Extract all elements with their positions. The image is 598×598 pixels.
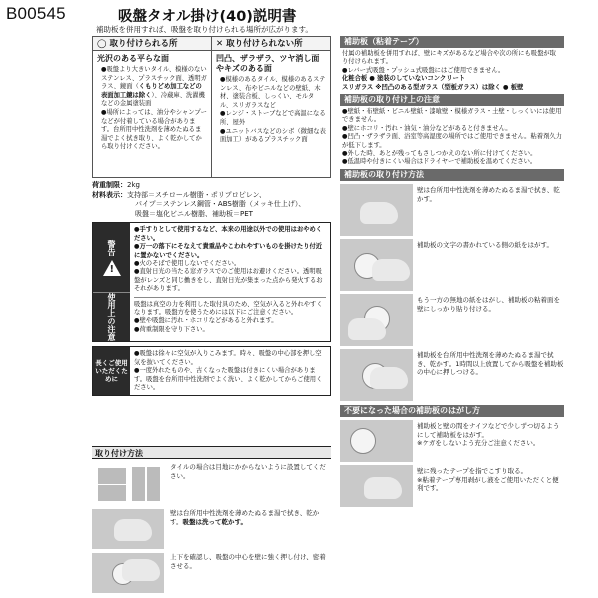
aux-ng-line: ●低温時や付きにくい場合はドライヤーで補助板を温めてください。 (342, 158, 537, 166)
warning-side (93, 223, 130, 341)
warning-lines (134, 226, 326, 297)
aux-step-text: 壁は台所用中性洗剤を薄めたぬるま湯で拭き、乾かす。 (417, 185, 560, 203)
ok-heading-text: 取り付けられる所 (109, 39, 178, 49)
aux-step-3 (340, 294, 564, 346)
aux-rub-image (340, 465, 413, 507)
ok-body-bold: くもりどめ加工などの表面加工鏡は除く (101, 83, 202, 99)
warning-label-cell (93, 223, 130, 293)
ng-sub: 凹凸、ザラザラ、ツヤ消し面やキズのある面 (216, 54, 320, 73)
load-value: 2kg (127, 181, 140, 189)
howto-step-text-bold: 吸盤は洗って乾かす。 (182, 518, 247, 526)
warning-triangle-icon (103, 260, 121, 276)
material-label: 材料表示： (92, 190, 127, 199)
ng-body-line: ●模様のあるタイル、模様のあるステンレス、布やビニルなどの壁紙、木材、塗装合板、しっくい、モルタル、スリガラスなど (220, 76, 326, 109)
longuse-line: ●吸盤は徐々に空気が入りこみます。時々、吸盤の中心部を押し空気を抜いてください。 (134, 350, 322, 366)
aux-step-text: もう一方の無地の紙をはがし、補助板の粘着面を壁にしっかり貼り付ける。 (417, 295, 560, 313)
material-line: 支持部＝スチロール樹脂・ポリプロピレン、 (127, 190, 266, 199)
material-line: 吸盤＝塩化ビニル樹脂、補助板＝PET (135, 209, 253, 218)
howto-step-1 (92, 463, 331, 505)
ok-body-line: ●場所によっては、油分やシャンプーなどが付着している場合があります。台所用中性洗剤を薄めたぬるま湯でよく拭き取り、よく乾かしてから取り付けください。 (101, 108, 207, 151)
aux-remove-note: ※ケガをしないよう充分ご注意ください。 (417, 439, 540, 448)
aux-intro-block (340, 48, 564, 94)
howto-step-3 (92, 553, 331, 593)
tile-ok-image (98, 467, 126, 501)
page-subtitle: 補助板を併用すれば、吸盤を取り付けられる場所が広がります。 (96, 25, 313, 34)
aux-remove-text (413, 420, 564, 462)
ng-body-line: ●レンジ・ストーブなどで高温になる所、屋外 (220, 110, 326, 126)
left-column (92, 36, 331, 396)
longuse-box (92, 346, 331, 396)
aux-ng-title: 補助板の取り付け上の注意 (340, 94, 564, 106)
ok-column (93, 37, 211, 177)
load-label: 荷重制限： (92, 181, 127, 189)
howto-section (92, 446, 331, 593)
ng-body-line: ●ユニットバスなどのシボ（微細な表面加工）があるプラスチック面 (220, 127, 326, 144)
ng-heading (212, 37, 330, 51)
caution-lines (134, 301, 326, 335)
aux-remove-step-1 (340, 420, 564, 462)
specs (92, 181, 331, 219)
aux-remove-line: 補助板と壁の間をナイフなどで少しずつ切るようにして補助板をはがす。 (417, 421, 560, 439)
warning-line: ●火のそばで使用しないでください。 (134, 260, 241, 267)
product-code: B00545 (6, 4, 66, 23)
aux-note: ●レバー式吸盤・プッシュ式吸盤にはご使用できません。 (342, 66, 505, 74)
ng-column (211, 37, 330, 177)
aux-knife-image (340, 420, 413, 462)
warning-line: ●手すりとして使用するなど、本来の用途以外での使用はおやめください。 (134, 226, 323, 242)
ok-ng-table (92, 36, 331, 178)
aux-ng-block (340, 106, 564, 169)
ok-heading (93, 37, 211, 51)
aux-step-4 (340, 349, 564, 401)
warning-line: ●直射日光の当たる窓ガラスでのご使用はお避けください。透明吸盤がレンズと同じ働きをし、直射日光が集まった点から発火するおそれがあります。 (134, 268, 323, 293)
tile-diagram (92, 463, 164, 505)
caution-line: ●荷重制限を守り下さい。 (134, 325, 209, 333)
ok-body-line: ●吸盤より大きいタイル、模様のないステンレス、プラスチック面、透明ガラス、鏡面（ (101, 66, 207, 91)
howto-step-2 (92, 509, 331, 549)
aux-intro: 付属の補助板を併用すれば、壁にキズがあるなど場合や次の所にも吸盤が取り付けられます。 (342, 50, 556, 66)
aux-remove-step-2 (340, 465, 564, 507)
press-image (92, 553, 164, 593)
ok-body (93, 66, 211, 152)
aux-ng-line: ●壁にホコリ・汚れ・油気・油分などがあると付きません。 (342, 124, 512, 132)
aux-ng-line: ●凹凸・ザラザラ面、浴室等高湿度の場所ではご使用できません。粘着剤久力が低下します。 (342, 133, 562, 149)
aux-step-2 (340, 239, 564, 291)
caution-label-cell (93, 293, 130, 341)
aux-ok-items: 化粧合板 ● 塗装のしていないコンクリート (342, 75, 466, 83)
warning-label: 警告 (107, 239, 116, 256)
howto-step-text-main: 壁は台所用中性洗剤を薄めたぬるま湯で拭き、乾かす。 (170, 509, 320, 526)
longuse-label: 長くご使用いただくために (93, 347, 130, 395)
aux-stick-image (340, 294, 413, 346)
caution-line: 吸盤は真空の力を利用した取付具のため、空気が入ると外れやすくなります。吸盤方を使うためには以下にご注意ください。 (134, 300, 323, 317)
aux-step-text: 補助板の文字の書かれている側の紙をはがす。 (417, 240, 553, 249)
aux-ng-line: ●外した時、あとが残ってもさしつかえのない所に付けてください。 (342, 150, 537, 158)
howto-title: 取り付け方法 (92, 446, 331, 459)
howto-step-text (164, 509, 331, 549)
aux-press-image (340, 349, 413, 401)
longuse-body (130, 347, 330, 395)
aux-ng-line: ●壁紙・布壁紙・ビニル壁紙・漆喰壁・模様ガラス・土壁・しっくいには使用できません。 (342, 108, 562, 124)
aux-step-1 (340, 184, 564, 236)
aux-title: 補助板（粘着テープ） (340, 36, 564, 48)
aux-ok-items2: スリガラス ※凹凸のある型ガラス（型板ガラス）は除く ● 板壁 (342, 83, 524, 91)
ng-heading-text: 取り付けられない所 (226, 39, 303, 49)
warning-line: ●万一の落下にそなえて貴重品やこわれやすいものを掛けたり付近に置かないでください。 (134, 243, 323, 259)
aux-remove-line: 壁に残ったテープを指でこすり取る。 (417, 466, 528, 475)
aux-step-text: 補助板を台所用中性洗剤を薄めたぬるま湯で拭き、乾かす。1時間以上放置してから吸盤を補助板の中心に押しつける。 (417, 350, 564, 377)
howto-step-text: タイルの場合は目地にかからないように設置してください。 (170, 463, 326, 480)
warning-body (130, 223, 330, 341)
warning-box (92, 222, 331, 342)
aux-peel-image (340, 239, 413, 291)
cross-icon: ✕ (216, 39, 224, 49)
howto-step-text: 上下を確認し、吸盤の中心を壁に強く押し付け、密着させる。 (170, 553, 326, 570)
aux-remove-text (413, 465, 564, 507)
aux-remove-title: 不要になった場合の補助板のはがし方 (340, 405, 564, 417)
ng-body (212, 76, 330, 145)
circle-icon: ◯ (97, 39, 107, 49)
tile-ng-image (132, 467, 160, 501)
page-title: 吸盤タオル掛け(40)説明書 (118, 9, 297, 25)
aux-wipe-image (340, 184, 413, 236)
ok-body-line: ）、冷蔵庫、洗濯機などの金属塗装面 (101, 91, 205, 108)
material-line: パイプ＝ステンレス鋼管・ABS樹脂（メッキ仕上げ）、 (135, 200, 306, 209)
caution-line: ●壁や吸盤に汚れ・ホコリなどがあると外れます。 (134, 317, 278, 325)
aux-remove-note: ※粘着テープ専用剥がし液をご使用いただくと便利です。 (417, 475, 559, 493)
aux-steps-title: 補助板の取り付け方法 (340, 169, 564, 181)
wipe-image (92, 509, 164, 549)
caution-label: 使用上の注意 (107, 293, 116, 342)
right-column (340, 36, 564, 507)
ok-sub: 光沢のある平らな面 (97, 54, 169, 63)
longuse-line: ●一度外れたものや、古くなった吸盤は付きにくい場合があります。吸盤を台所用中性洗剤でよく洗い、よく乾かしてからご使用ください。 (134, 367, 323, 391)
